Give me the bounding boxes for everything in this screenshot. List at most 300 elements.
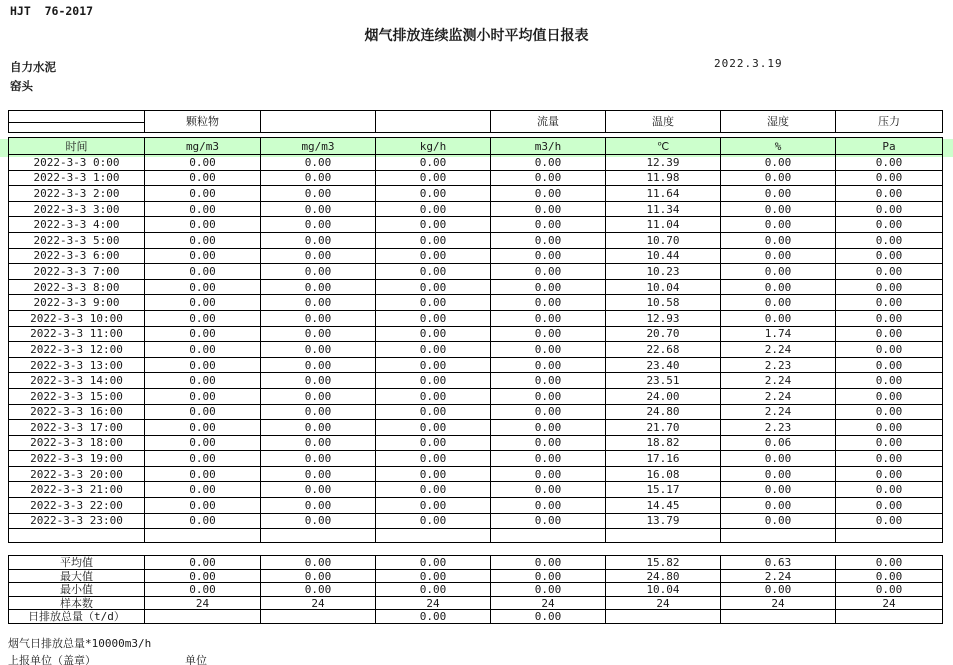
value-cell: 0.00 xyxy=(145,217,261,233)
table-row xyxy=(9,451,943,467)
value-cell: 0.00 xyxy=(721,466,836,482)
time-cell: 2022-3-3 7:00 xyxy=(9,264,145,280)
value-cell: 0.00 xyxy=(836,420,943,436)
table-row xyxy=(9,217,943,233)
value-cell: 0.00 xyxy=(836,404,943,420)
value-cell: 10.58 xyxy=(606,295,721,311)
value-cell: 0.00 xyxy=(376,232,491,248)
value-cell: 23.40 xyxy=(606,357,721,373)
value-cell: 0.00 xyxy=(491,466,606,482)
summary-value-cell: 15.82 xyxy=(606,556,721,570)
value-cell: 11.64 xyxy=(606,186,721,202)
empty-cell xyxy=(9,529,145,543)
value-cell: 0.00 xyxy=(261,248,376,264)
value-cell: 0.00 xyxy=(261,420,376,436)
summary-value-cell: 0.00 xyxy=(836,583,943,597)
summary-row xyxy=(9,596,943,610)
group-header-cell: 流量 xyxy=(491,111,606,133)
value-cell: 11.98 xyxy=(606,170,721,186)
value-cell: 0.00 xyxy=(145,279,261,295)
value-cell: 12.93 xyxy=(606,310,721,326)
value-cell: 0.00 xyxy=(836,217,943,233)
summary-row xyxy=(9,569,943,583)
summary-value-cell xyxy=(145,610,261,624)
empty-cell xyxy=(491,529,606,543)
value-cell: 0.00 xyxy=(261,217,376,233)
value-cell: 2.23 xyxy=(721,420,836,436)
time-cell: 2022-3-3 6:00 xyxy=(9,248,145,264)
value-cell: 20.70 xyxy=(606,326,721,342)
value-cell: 0.00 xyxy=(491,513,606,529)
value-cell: 0.00 xyxy=(376,513,491,529)
value-cell: 18.82 xyxy=(606,435,721,451)
value-cell: 0.00 xyxy=(721,498,836,514)
value-cell: 0.00 xyxy=(145,326,261,342)
table-row xyxy=(9,373,943,389)
value-cell: 0.00 xyxy=(376,279,491,295)
value-cell: 0.00 xyxy=(836,482,943,498)
time-cell: 2022-3-3 22:00 xyxy=(9,498,145,514)
table-row xyxy=(9,388,943,404)
value-cell: 13.79 xyxy=(606,513,721,529)
value-cell: 0.00 xyxy=(491,201,606,217)
summary-row xyxy=(9,610,943,624)
value-cell: 0.00 xyxy=(145,420,261,436)
value-cell: 0.00 xyxy=(376,310,491,326)
summary-value-cell: 24 xyxy=(376,596,491,610)
value-cell: 0.00 xyxy=(261,513,376,529)
value-cell: 0.00 xyxy=(721,248,836,264)
summary-value-cell: 24 xyxy=(145,596,261,610)
group-header-cell xyxy=(376,111,491,133)
value-cell: 0.00 xyxy=(145,451,261,467)
value-cell: 0.00 xyxy=(261,264,376,280)
value-cell: 0.00 xyxy=(836,326,943,342)
summary-value-cell: 24 xyxy=(491,596,606,610)
table-row xyxy=(9,310,943,326)
unit-row xyxy=(9,138,943,155)
value-cell: 0.00 xyxy=(145,404,261,420)
value-cell: 0.00 xyxy=(261,201,376,217)
time-cell: 2022-3-3 2:00 xyxy=(9,186,145,202)
value-cell: 0.00 xyxy=(261,357,376,373)
value-cell: 10.70 xyxy=(606,232,721,248)
summary-value-cell: 24.80 xyxy=(606,569,721,583)
time-cell: 2022-3-3 11:00 xyxy=(9,326,145,342)
value-cell: 0.00 xyxy=(261,310,376,326)
data-rows xyxy=(9,155,943,529)
time-cell: 2022-3-3 0:00 xyxy=(9,155,145,171)
time-cell: 2022-3-3 17:00 xyxy=(9,420,145,436)
summary-value-cell: 24 xyxy=(721,596,836,610)
value-cell: 2.24 xyxy=(721,373,836,389)
value-cell: 0.00 xyxy=(261,451,376,467)
table-row xyxy=(9,232,943,248)
summary-value-cell: 0.00 xyxy=(491,556,606,570)
value-cell: 11.34 xyxy=(606,201,721,217)
value-cell: 0.00 xyxy=(261,295,376,311)
value-cell: 0.00 xyxy=(491,232,606,248)
value-cell: 0.00 xyxy=(491,342,606,358)
value-cell: 0.00 xyxy=(721,310,836,326)
time-cell: 2022-3-3 1:00 xyxy=(9,170,145,186)
summary-value-cell: 0.00 xyxy=(145,556,261,570)
value-cell: 0.00 xyxy=(491,264,606,280)
empty-cell xyxy=(261,529,376,543)
value-cell: 10.04 xyxy=(606,279,721,295)
summary-value-cell: 0.00 xyxy=(376,569,491,583)
table-row xyxy=(9,170,943,186)
value-cell: 0.00 xyxy=(491,248,606,264)
value-cell: 0.00 xyxy=(145,310,261,326)
gap-cell xyxy=(9,542,943,556)
value-cell: 0.00 xyxy=(836,498,943,514)
value-cell: 0.00 xyxy=(145,295,261,311)
value-cell: 2.24 xyxy=(721,404,836,420)
summary-value-cell xyxy=(261,610,376,624)
summary-value-cell: 2.24 xyxy=(721,569,836,583)
summary-value-cell: 0.00 xyxy=(836,556,943,570)
value-cell: 23.51 xyxy=(606,373,721,389)
value-cell: 10.44 xyxy=(606,248,721,264)
report-date: 2022.3.19 xyxy=(714,57,783,70)
value-cell: 0.00 xyxy=(376,498,491,514)
summary-value-cell: 0.00 xyxy=(261,556,376,570)
value-cell: 0.00 xyxy=(145,373,261,389)
unit-cell: m3/h xyxy=(491,138,606,155)
value-cell: 0.00 xyxy=(145,232,261,248)
summary-value-cell: 0.00 xyxy=(376,556,491,570)
value-cell: 0.00 xyxy=(376,373,491,389)
time-cell: 2022-3-3 4:00 xyxy=(9,217,145,233)
value-cell: 0.00 xyxy=(836,264,943,280)
group-header-cell xyxy=(261,111,376,133)
summary-value-cell: 0.00 xyxy=(491,610,606,624)
value-cell: 0.00 xyxy=(491,326,606,342)
value-cell: 0.00 xyxy=(836,248,943,264)
table-row xyxy=(9,342,943,358)
monitor-point-name: 窑头 xyxy=(10,79,33,93)
value-cell: 0.00 xyxy=(261,186,376,202)
value-cell: 0.00 xyxy=(145,342,261,358)
value-cell: 0.00 xyxy=(145,186,261,202)
table-row xyxy=(9,326,943,342)
value-cell: 0.00 xyxy=(145,435,261,451)
table-row xyxy=(9,186,943,202)
value-cell: 0.00 xyxy=(261,498,376,514)
summary-value-cell: 0.00 xyxy=(836,569,943,583)
summary-label-cell: 平均值 xyxy=(9,556,145,570)
value-cell: 0.00 xyxy=(261,435,376,451)
value-cell: 0.00 xyxy=(261,232,376,248)
summary-row xyxy=(9,583,943,597)
summary-value-cell xyxy=(606,610,721,624)
value-cell: 0.00 xyxy=(491,155,606,171)
value-cell: 0.00 xyxy=(721,279,836,295)
summary-label-cell: 最小值 xyxy=(9,583,145,597)
value-cell: 0.00 xyxy=(491,420,606,436)
value-cell: 0.00 xyxy=(721,217,836,233)
value-cell: 14.45 xyxy=(606,498,721,514)
summary-value-cell xyxy=(721,610,836,624)
table-row xyxy=(9,201,943,217)
value-cell: 2.24 xyxy=(721,342,836,358)
time-cell: 2022-3-3 12:00 xyxy=(9,342,145,358)
value-cell: 0.00 xyxy=(491,435,606,451)
value-cell: 0.00 xyxy=(145,264,261,280)
value-cell: 0.00 xyxy=(836,357,943,373)
value-cell: 0.00 xyxy=(145,482,261,498)
value-cell: 12.39 xyxy=(606,155,721,171)
value-cell: 0.00 xyxy=(491,217,606,233)
value-cell: 15.17 xyxy=(606,482,721,498)
time-cell: 2022-3-3 10:00 xyxy=(9,310,145,326)
value-cell: 0.00 xyxy=(261,373,376,389)
group-header-cell: 湿度 xyxy=(721,111,836,133)
time-cell: 2022-3-3 13:00 xyxy=(9,357,145,373)
value-cell: 0.00 xyxy=(721,232,836,248)
time-cell: 2022-3-3 19:00 xyxy=(9,451,145,467)
value-cell: 0.00 xyxy=(376,482,491,498)
value-cell: 0.00 xyxy=(836,186,943,202)
table-row xyxy=(9,295,943,311)
summary-value-cell: 0.00 xyxy=(261,583,376,597)
empty-cell xyxy=(145,529,261,543)
value-cell: 0.00 xyxy=(261,155,376,171)
value-cell: 0.00 xyxy=(376,170,491,186)
table-header xyxy=(9,111,943,155)
value-cell: 0.00 xyxy=(145,201,261,217)
time-column-label-cell: 时间 xyxy=(9,138,145,155)
time-cell: 2022-3-3 3:00 xyxy=(9,201,145,217)
footnote-total-volume: 烟气日排放总量*10000m3/h xyxy=(8,637,152,650)
group-header-cell: 温度 xyxy=(606,111,721,133)
standard-number: HJT 76-2017 xyxy=(10,4,94,18)
value-cell: 0.00 xyxy=(836,388,943,404)
summary-value-cell: 24 xyxy=(836,596,943,610)
time-cell: 2022-3-3 8:00 xyxy=(9,279,145,295)
value-cell: 0.00 xyxy=(721,155,836,171)
value-cell: 11.04 xyxy=(606,217,721,233)
table-row xyxy=(9,155,943,171)
summary-value-cell: 0.00 xyxy=(145,583,261,597)
summary-value-cell: 0.00 xyxy=(145,569,261,583)
table-row xyxy=(9,357,943,373)
time-cell: 2022-3-3 21:00 xyxy=(9,482,145,498)
blank-separator-row xyxy=(9,529,943,543)
value-cell: 0.00 xyxy=(491,388,606,404)
value-cell: 0.00 xyxy=(261,404,376,420)
summary-row xyxy=(9,556,943,570)
value-cell: 0.00 xyxy=(836,342,943,358)
table-row xyxy=(9,498,943,514)
summary-value-cell: 0.00 xyxy=(721,583,836,597)
value-cell: 10.23 xyxy=(606,264,721,280)
value-cell: 0.00 xyxy=(376,466,491,482)
value-cell: 0.00 xyxy=(721,451,836,467)
value-cell: 24.00 xyxy=(606,388,721,404)
table-row xyxy=(9,482,943,498)
value-cell: 0.00 xyxy=(376,357,491,373)
summary-rows xyxy=(9,529,943,624)
unit-cell: kg/h xyxy=(376,138,491,155)
value-cell: 0.00 xyxy=(376,186,491,202)
value-cell: 0.00 xyxy=(491,170,606,186)
table-row xyxy=(9,404,943,420)
value-cell: 21.70 xyxy=(606,420,721,436)
summary-label-cell: 最大值 xyxy=(9,569,145,583)
value-cell: 0.00 xyxy=(376,404,491,420)
value-cell: 0.00 xyxy=(376,451,491,467)
value-cell: 0.00 xyxy=(491,295,606,311)
time-cell: 2022-3-3 18:00 xyxy=(9,435,145,451)
table-row xyxy=(9,513,943,529)
summary-value-cell: 24 xyxy=(606,596,721,610)
value-cell: 0.00 xyxy=(836,310,943,326)
value-cell: 0.00 xyxy=(491,279,606,295)
table-row xyxy=(9,264,943,280)
value-cell: 0.00 xyxy=(721,201,836,217)
value-cell: 0.00 xyxy=(376,217,491,233)
value-cell: 0.00 xyxy=(836,466,943,482)
value-cell: 0.00 xyxy=(261,342,376,358)
report-title: 烟气排放连续监测小时平均值日报表 xyxy=(364,27,589,43)
value-cell: 0.00 xyxy=(491,498,606,514)
value-cell: 0.00 xyxy=(376,201,491,217)
value-cell: 22.68 xyxy=(606,342,721,358)
empty-cell xyxy=(376,529,491,543)
value-cell: 0.00 xyxy=(145,388,261,404)
value-cell: 0.00 xyxy=(376,295,491,311)
value-cell: 0.00 xyxy=(376,388,491,404)
value-cell: 0.00 xyxy=(721,513,836,529)
summary-value-cell: 0.00 xyxy=(376,583,491,597)
unit-cell: ℃ xyxy=(606,138,721,155)
group-header-cell: 压力 xyxy=(836,111,943,133)
value-cell: 0.00 xyxy=(836,373,943,389)
value-cell: 0.00 xyxy=(261,482,376,498)
value-cell: 0.00 xyxy=(261,170,376,186)
summary-value-cell xyxy=(836,610,943,624)
value-cell: 0.00 xyxy=(491,310,606,326)
value-cell: 0.00 xyxy=(376,435,491,451)
summary-value-cell: 24 xyxy=(261,596,376,610)
unit-cell: Pa xyxy=(836,138,943,155)
reporting-unit-seal-label: 上报单位（盖章） xyxy=(8,654,96,665)
value-cell: 0.00 xyxy=(721,186,836,202)
empty-cell xyxy=(606,529,721,543)
value-cell: 0.00 xyxy=(721,264,836,280)
report-table xyxy=(8,110,943,624)
time-cell: 2022-3-3 15:00 xyxy=(9,388,145,404)
summary-value-cell: 0.00 xyxy=(491,583,606,597)
time-cell: 2022-3-3 16:00 xyxy=(9,404,145,420)
value-cell: 0.00 xyxy=(376,326,491,342)
group-header-cell: 颗粒物 xyxy=(145,111,261,133)
value-cell: 0.06 xyxy=(721,435,836,451)
value-cell: 0.00 xyxy=(491,373,606,389)
time-header-lower-cell xyxy=(9,123,145,133)
time-cell: 2022-3-3 23:00 xyxy=(9,513,145,529)
table-row xyxy=(9,248,943,264)
value-cell: 0.00 xyxy=(376,155,491,171)
summary-value-cell: 0.00 xyxy=(491,569,606,583)
value-cell: 0.00 xyxy=(836,295,943,311)
value-cell: 17.16 xyxy=(606,451,721,467)
value-cell: 2.24 xyxy=(721,388,836,404)
time-cell: 2022-3-3 20:00 xyxy=(9,466,145,482)
table-row xyxy=(9,279,943,295)
value-cell: 0.00 xyxy=(836,232,943,248)
value-cell: 0.00 xyxy=(836,435,943,451)
unit-cell: % xyxy=(721,138,836,155)
value-cell: 0.00 xyxy=(376,264,491,280)
summary-value-cell: 0.00 xyxy=(261,569,376,583)
value-cell: 0.00 xyxy=(145,155,261,171)
value-cell: 0.00 xyxy=(261,326,376,342)
table-row xyxy=(9,420,943,436)
value-cell: 0.00 xyxy=(491,451,606,467)
value-cell: 0.00 xyxy=(261,279,376,295)
summary-label-cell: 日排放总量（t/d） xyxy=(9,610,145,624)
value-cell: 0.00 xyxy=(836,155,943,171)
value-cell: 0.00 xyxy=(491,186,606,202)
time-cell: 2022-3-3 5:00 xyxy=(9,232,145,248)
value-cell: 0.00 xyxy=(376,342,491,358)
value-cell: 16.08 xyxy=(606,466,721,482)
summary-value-cell: 0.00 xyxy=(376,610,491,624)
value-cell: 24.80 xyxy=(606,404,721,420)
summary-value-cell: 0.63 xyxy=(721,556,836,570)
summary-label-cell: 样本数 xyxy=(9,596,145,610)
value-cell: 0.00 xyxy=(721,482,836,498)
value-cell: 0.00 xyxy=(145,170,261,186)
value-cell: 2.23 xyxy=(721,357,836,373)
value-cell: 0.00 xyxy=(491,357,606,373)
summary-value-cell: 10.04 xyxy=(606,583,721,597)
table-row xyxy=(9,466,943,482)
value-cell: 0.00 xyxy=(836,513,943,529)
time-header-upper-cell xyxy=(9,111,145,123)
value-cell: 0.00 xyxy=(836,279,943,295)
table-row xyxy=(9,435,943,451)
value-cell: 1.74 xyxy=(721,326,836,342)
value-cell: 0.00 xyxy=(261,388,376,404)
value-cell: 0.00 xyxy=(145,466,261,482)
value-cell: 0.00 xyxy=(836,170,943,186)
value-cell: 0.00 xyxy=(376,248,491,264)
summary-gap-row xyxy=(9,542,943,556)
value-cell: 0.00 xyxy=(145,248,261,264)
empty-cell xyxy=(836,529,943,543)
value-cell: 0.00 xyxy=(836,451,943,467)
value-cell: 0.00 xyxy=(145,357,261,373)
empty-cell xyxy=(721,529,836,543)
value-cell: 0.00 xyxy=(721,170,836,186)
unit-label: 单位 xyxy=(185,654,207,665)
value-cell: 0.00 xyxy=(491,482,606,498)
group-header-row xyxy=(9,111,943,123)
time-cell: 2022-3-3 9:00 xyxy=(9,295,145,311)
unit-cell: mg/m3 xyxy=(261,138,376,155)
value-cell: 0.00 xyxy=(145,498,261,514)
value-cell: 0.00 xyxy=(721,295,836,311)
unit-cell: mg/m3 xyxy=(145,138,261,155)
value-cell: 0.00 xyxy=(491,404,606,420)
value-cell: 0.00 xyxy=(145,513,261,529)
value-cell: 0.00 xyxy=(261,466,376,482)
value-cell: 0.00 xyxy=(376,420,491,436)
